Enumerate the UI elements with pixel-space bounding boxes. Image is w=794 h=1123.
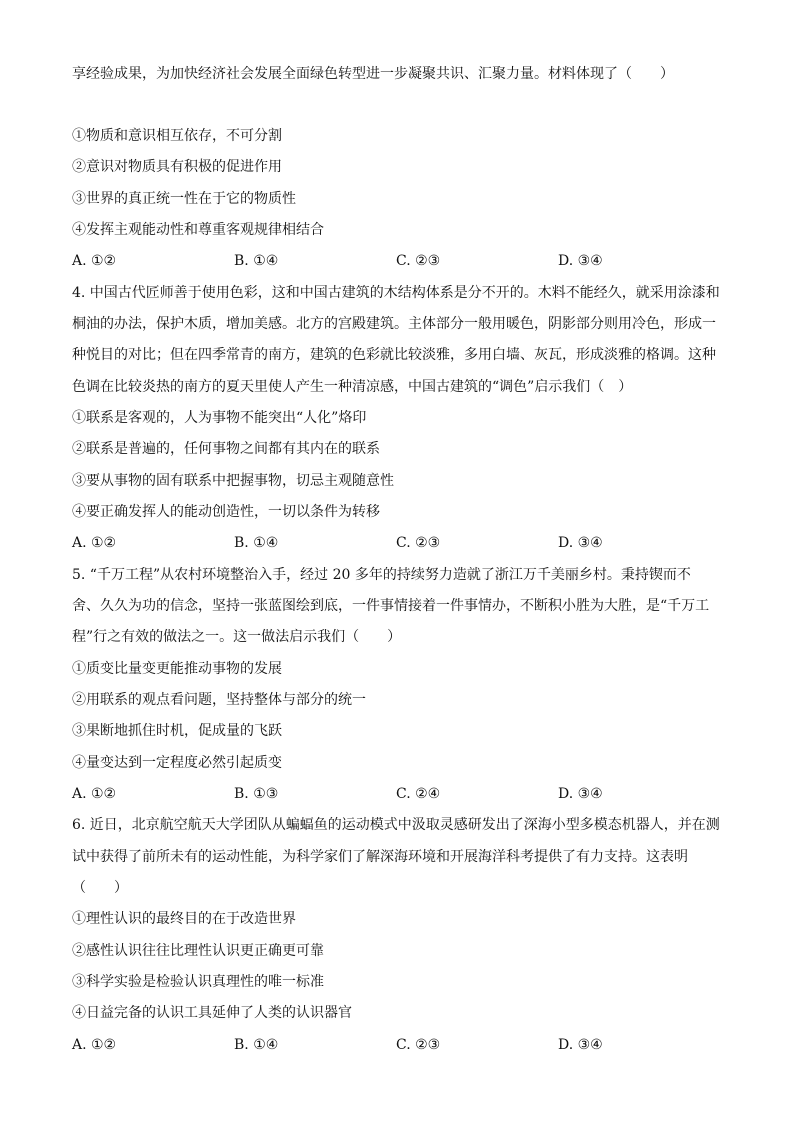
q5-statement-1: ①质变比量变更能推动事物的发展	[72, 661, 282, 677]
q6-statement-2: ②感性认识往往比理性认识更正确更可靠	[72, 943, 324, 959]
q3-stem-line: 享经验成果，为加快经济社会发展全面绿色转型进一步凝聚共识、汇聚力量。材料体现了（ ）	[72, 66, 674, 82]
q4-stem-line-4: 色调在比较炎热的南方的夏天里使人产生一种清凉感，中国古建筑的“调色”启示我们（ ）	[72, 379, 633, 395]
q4-statement-4: ④要正确发挥人的能动创造性，一切以条件为转移	[72, 504, 380, 520]
q6-statement-1: ①理性认识的最终目的在于改造世界	[72, 911, 296, 927]
q3-option-b[interactable]: B. ①④	[234, 253, 279, 269]
q6-statement-3: ③科学实验是检验认识真理性的唯一标准	[72, 974, 324, 990]
q6-stem-line-3: （ ）	[72, 880, 128, 896]
q6-option-b[interactable]: B. ①④	[234, 1037, 279, 1053]
q3-options	[72, 251, 732, 271]
q4-statement-3: ③要从事物的固有联系中把握事物，切忌主观随意性	[72, 473, 394, 489]
q5-statement-4: ④量变达到一定程度必然引起质变	[72, 755, 282, 771]
q4-stem-line-1: 4. 中国古代匠师善于使用色彩，这和中国古建筑的木结构体系是分不开的。木料不能经久，就采用涂漆和	[72, 285, 720, 301]
q5-statement-3: ③果断地抓住时机，促成量的飞跃	[72, 723, 282, 739]
q4-option-c[interactable]: C. ②③	[396, 535, 441, 551]
q4-option-d[interactable]: D. ③④	[558, 535, 603, 551]
q3-statement-3: ③世界的真正统一性在于它的物质性	[72, 191, 296, 207]
q5-option-c[interactable]: C. ②④	[396, 786, 441, 802]
q6-stem-line-1: 6. 近日，北京航空航天大学团队从蝙蝠鱼的运动模式中汲取灵感研发出了深海小型多模态机器人，并在测	[72, 817, 720, 833]
q5-stem-line-2: 舍、久久为功的信念，坚持一张蓝图绘到底，一件事情接着一件事情办，不断积小胜为大胜，是“千万工	[72, 598, 710, 614]
q3-statement-1: ①物质和意识相互依存，不可分割	[72, 128, 282, 144]
q6-stem-line-2: 试中获得了前所未有的运动性能，为科学家们了解深海环境和开展海洋科考提供了有力支持。这表明	[72, 849, 688, 865]
q6-option-a[interactable]: A. ①②	[72, 1037, 117, 1053]
q4-statement-1: ①联系是客观的，人为事物不能突出“人化”烙印	[72, 410, 367, 426]
q5-statement-2: ②用联系的观点看问题，坚持整体与部分的统一	[72, 692, 366, 708]
q6-statement-4: ④日益完备的认识工具延伸了人类的认识器官	[72, 1005, 352, 1021]
q5-option-d[interactable]: D. ③④	[558, 786, 603, 802]
q6-options	[72, 1035, 732, 1055]
q4-stem-line-2: 桐油的办法，保护木质，增加美感。北方的宫殿建筑。主体部分一般用暖色，阴影部分则用冷色，形成一	[72, 316, 716, 332]
q5-options	[72, 784, 732, 804]
q5-option-a[interactable]: A. ①②	[72, 786, 117, 802]
q6-option-d[interactable]: D. ③④	[558, 1037, 603, 1053]
q5-stem-line-3: 程”行之有效的做法之一。这一做法启示我们（ ）	[72, 629, 402, 645]
q4-options	[72, 533, 732, 553]
q3-option-c[interactable]: C. ②③	[396, 253, 441, 269]
q5-stem-line-1: 5. “千万工程”从农村环境整治入手，经过 20 多年的持续努力造就了浙江万千美丽乡村。秉持锲而不	[72, 567, 691, 583]
q6-option-c[interactable]: C. ②③	[396, 1037, 441, 1053]
q3-statement-4: ④发挥主观能动性和尊重客观规律相结合	[72, 222, 324, 238]
q4-stem-line-3: 种悦目的对比；但在四季常青的南方，建筑的色彩就比较淡雅，多用白墙、灰瓦，形成淡雅的格调。这种	[72, 347, 716, 363]
q3-statement-2: ②意识对物质具有积极的促进作用	[72, 159, 282, 175]
q5-option-b[interactable]: B. ①③	[234, 786, 279, 802]
q3-option-d[interactable]: D. ③④	[558, 253, 603, 269]
q4-option-b[interactable]: B. ①④	[234, 535, 279, 551]
q3-option-a[interactable]: A. ①②	[72, 253, 117, 269]
q4-option-a[interactable]: A. ①②	[72, 535, 117, 551]
q4-statement-2: ②联系是普遍的，任何事物之间都有其内在的联系	[72, 441, 380, 457]
